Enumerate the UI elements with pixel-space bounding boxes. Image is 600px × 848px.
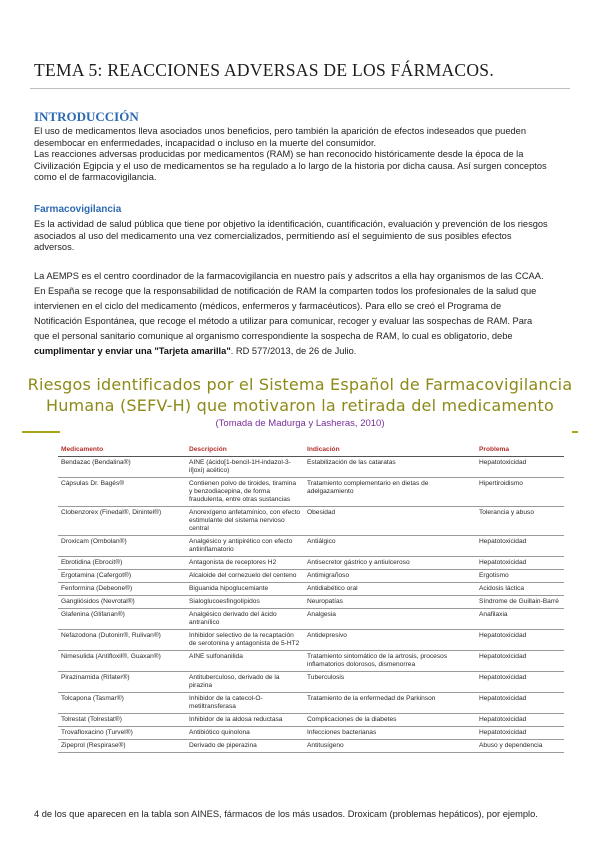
farmaco-line: Es la actividad de salud pública que tiene por objetivo la identificación, cuantificación, evaluación y prevención de los riesgos bbox=[34, 219, 548, 229]
banner-source: (Tomada de Madurga y Lasheras, 2010) bbox=[215, 418, 385, 429]
intro-line: Las reacciones adversas producidas por medicamentos (RAM) se han reconocido históricamente desde la época de la bbox=[34, 149, 524, 159]
table-cell: Nimesulida (Antifloxil®, Guaxan®) bbox=[58, 651, 186, 672]
footnote: 4 de los que aparecen en la tabla son AINES, fármacos de los más usados. Droxicam (problemas hepáticos), por ejemplo. bbox=[34, 809, 538, 819]
aemps-line bbox=[34, 344, 582, 359]
table-cell: Pirazinamida (Rifater®) bbox=[58, 672, 186, 693]
column-header: Problema bbox=[476, 444, 564, 457]
table-cell: Hepatotoxicidad bbox=[476, 536, 564, 557]
farmacovigilancia-heading: Farmacovigilancia bbox=[34, 204, 122, 215]
title-divider bbox=[30, 88, 570, 89]
table-cell: Antiálgico bbox=[304, 536, 476, 557]
table-cell: Gangliósidos (Nevrotal®) bbox=[58, 596, 186, 609]
table-cell: Antibiótico quinolona bbox=[186, 727, 304, 740]
banner-rule-right bbox=[572, 431, 578, 433]
table-cell: Antagonista de receptores H2 bbox=[186, 557, 304, 570]
intro-line: Civilización Egipcia y el uso de medicamentos se ha regulado a lo largo de la historia por dicha causa. Así surgen conceptos bbox=[34, 160, 547, 171]
table-row bbox=[58, 478, 564, 507]
table-cell: Tratamiento complementario en dietas de adelgazamiento bbox=[304, 478, 476, 507]
table-cell: Trovafloxacino (Turvel®) bbox=[58, 727, 186, 740]
table-cell: Neuropatías bbox=[304, 596, 476, 609]
table-row bbox=[58, 727, 564, 740]
table-cell: Síndrome de Guillain-Barré bbox=[476, 596, 564, 609]
rd-reference: . RD 577/2013, de 26 de Julio. bbox=[230, 346, 357, 356]
intro-line: desembocar en enfermedades, incapacidad o incluso en la muerte del consumidor. bbox=[34, 137, 377, 148]
table-cell: Estabilización de las cataratas bbox=[304, 457, 476, 478]
column-header: Descripción bbox=[186, 444, 304, 457]
table-row bbox=[58, 740, 564, 753]
table-cell: Obesidad bbox=[304, 507, 476, 536]
table-row bbox=[58, 609, 564, 630]
retirada-banner bbox=[22, 374, 578, 808]
column-header: Medicamento bbox=[58, 444, 186, 457]
aemps-line: La AEMPS es el centro coordinador de la farmacovigilancia en nuestro país y adscritos a ella hay organismos de las CCAA. bbox=[34, 271, 544, 281]
table-cell: Anafilaxia bbox=[476, 609, 564, 630]
table-cell: Hepatotoxicidad bbox=[476, 457, 564, 478]
table-row bbox=[58, 583, 564, 596]
table-row bbox=[58, 596, 564, 609]
table-row bbox=[58, 457, 564, 478]
table-cell: AINE (ácido[1-bencil-1H-indazol-3-il]oxi) acético) bbox=[186, 457, 304, 478]
table-cell: Acidosis láctica bbox=[476, 583, 564, 596]
table-cell: Alcaloide del cornezuelo del centeno bbox=[186, 570, 304, 583]
farmaco-line: adversos. bbox=[34, 242, 75, 252]
table-cell: Bendazac (Bendalina®) bbox=[58, 457, 186, 478]
table-cell: Inhibidor de la catecol-O-metiltransferasa bbox=[186, 693, 304, 714]
aemps-line: Notificación Espontánea, que recoge el método a utilizar para comunicar, recoger y evaluar las sospechas de RAM. Para bbox=[34, 316, 533, 326]
table-cell: Antimigrañoso bbox=[304, 570, 476, 583]
intro-heading: INTRODUCCIÓN bbox=[34, 109, 139, 124]
table-cell: Complicaciones de la diabetes bbox=[304, 714, 476, 727]
table-cell: Clobenzorex (Finedal®, Dinintel®) bbox=[58, 507, 186, 536]
table-cell: Glafenina (Glifanan®) bbox=[58, 609, 186, 630]
table-cell: Tolrestat (Tolrestat®) bbox=[58, 714, 186, 727]
medicamentos-table bbox=[58, 444, 564, 753]
table-cell: Inhibidor de la aldosa reductasa bbox=[186, 714, 304, 727]
table-cell: Hepatotoxicidad bbox=[476, 693, 564, 714]
table-row bbox=[58, 570, 564, 583]
table-cell: Nefazodona (Dutonin®, Rulivan®) bbox=[58, 630, 186, 651]
table-cell: Antisecretor gástrico y antiulceroso bbox=[304, 557, 476, 570]
table-cell: Hepatotoxicidad bbox=[476, 630, 564, 651]
table-cell: Analgésico y antipirético con efecto antiinflamatorio bbox=[186, 536, 304, 557]
table-cell: Tratamiento de la enfermedad de Parkinson bbox=[304, 693, 476, 714]
table-body bbox=[58, 457, 564, 753]
table-cell: Abuso y dependencia bbox=[476, 740, 564, 753]
table-cell: Zipeprol (Respirase®) bbox=[58, 740, 186, 753]
table-cell: Derivado de piperazina bbox=[186, 740, 304, 753]
table-cell: Tolerancia y abuso bbox=[476, 507, 564, 536]
table-row bbox=[58, 672, 564, 693]
table-cell: Analgesia bbox=[304, 609, 476, 630]
table-cell: Sialoglucoesfingolípidos bbox=[186, 596, 304, 609]
aemps-paragraph bbox=[34, 269, 582, 359]
table-cell: AINE sulfonanilida bbox=[186, 651, 304, 672]
farmaco-line: asociados al uso del medicamento una vez comercializados, permitiendo así el seguimiento de sus posibles efectos bbox=[34, 230, 512, 241]
table-header-row bbox=[58, 444, 564, 457]
table-cell: Tratamiento sintomático de la artrosis, procesos inflamatorios dolorosos, dismenorrea bbox=[304, 651, 476, 672]
table-cell: Hepatotoxicidad bbox=[476, 557, 564, 570]
intro-line: El uso de medicamentos lleva asociados unos beneficios, pero también la aparición de efectos indeseados que pueden bbox=[34, 126, 527, 136]
table-row bbox=[58, 651, 564, 672]
table-cell: Biguanida hipoglucemiante bbox=[186, 583, 304, 596]
table-cell: Hepatotoxicidad bbox=[476, 672, 564, 693]
table-cell: Antitusígeno bbox=[304, 740, 476, 753]
table-cell: Hepatotoxicidad bbox=[476, 651, 564, 672]
table-cell: Antituberculoso, derivado de la pirazina bbox=[186, 672, 304, 693]
table-cell: Hipertiroidismo bbox=[476, 478, 564, 507]
table-cell: Tuberculosis bbox=[304, 672, 476, 693]
table-cell: Ergotismo bbox=[476, 570, 564, 583]
table-cell: Tolcapona (Tasmar®) bbox=[58, 693, 186, 714]
table-row bbox=[58, 693, 564, 714]
page-title: TEMA 5: REACCIONES ADVERSAS DE LOS FÁRMACOS. bbox=[34, 60, 495, 80]
table-cell: Antidiabético oral bbox=[304, 583, 476, 596]
table-cell: Anorexígeno anfetamínico, con efecto estimulante del sistema nervioso central bbox=[186, 507, 304, 536]
table-cell: Inhibidor selectivo de la recaptación de serotonina y antagonista de 5-HT2 bbox=[186, 630, 304, 651]
tarjeta-amarilla-text: cumplimentar y enviar una "Tarjeta amarilla" bbox=[34, 346, 231, 356]
banner-title-line: Humana (SEFV-H) que motivaron la retirada del medicamento bbox=[45, 396, 555, 415]
table-row bbox=[58, 536, 564, 557]
column-header: Indicación bbox=[304, 444, 476, 457]
table-cell: Infecciones bacterianas bbox=[304, 727, 476, 740]
intro-paragraph bbox=[34, 126, 582, 184]
table-cell: Droxicam (Ombolan®) bbox=[58, 536, 186, 557]
table-cell: Analgésico derivado del ácido antranílico bbox=[186, 609, 304, 630]
table-cell: Contienen polvo de tiroides, tiramina y benzodiacepina, de forma fraudulenta, entre otras sustancias bbox=[186, 478, 304, 507]
table-cell: Fenformina (Debeone®) bbox=[58, 583, 186, 596]
table-cell: Antidepresivo bbox=[304, 630, 476, 651]
banner-title bbox=[22, 374, 578, 416]
table-cell: Ergotamina (Cafergot®) bbox=[58, 570, 186, 583]
table-row bbox=[58, 630, 564, 651]
table-cell: Cápsulas Dr. Bagés® bbox=[58, 478, 186, 507]
banner-rule-left bbox=[22, 431, 60, 433]
intro-line: como el de farmacovigilancia. bbox=[34, 172, 157, 182]
table-cell: Hepatotoxicidad bbox=[476, 714, 564, 727]
table-row bbox=[58, 507, 564, 536]
table-row bbox=[58, 714, 564, 727]
aemps-line: En España se recoge que la responsabilidad de notificación de RAM la comparten todos los profesionales de la salud que bbox=[34, 286, 537, 296]
aemps-line: intervienen en el ciclo del medicamento (médicos, enfermeros y farmacéuticos). Para ello se creó el Programa de bbox=[34, 301, 502, 311]
table-cell: Hepatotoxicidad bbox=[476, 727, 564, 740]
table-cell: Ebrotidina (Ebrocit®) bbox=[58, 557, 186, 570]
table-row bbox=[58, 557, 564, 570]
banner-title-line: Riesgos identificados por el Sistema Español de Farmacovigilancia bbox=[27, 375, 573, 394]
aemps-line: que el personal sanitario comunique al organismo correspondiente la sospecha de RAM, lo cual es obligatorio, debe bbox=[34, 331, 513, 341]
farmacovigilancia-paragraph bbox=[34, 219, 582, 254]
